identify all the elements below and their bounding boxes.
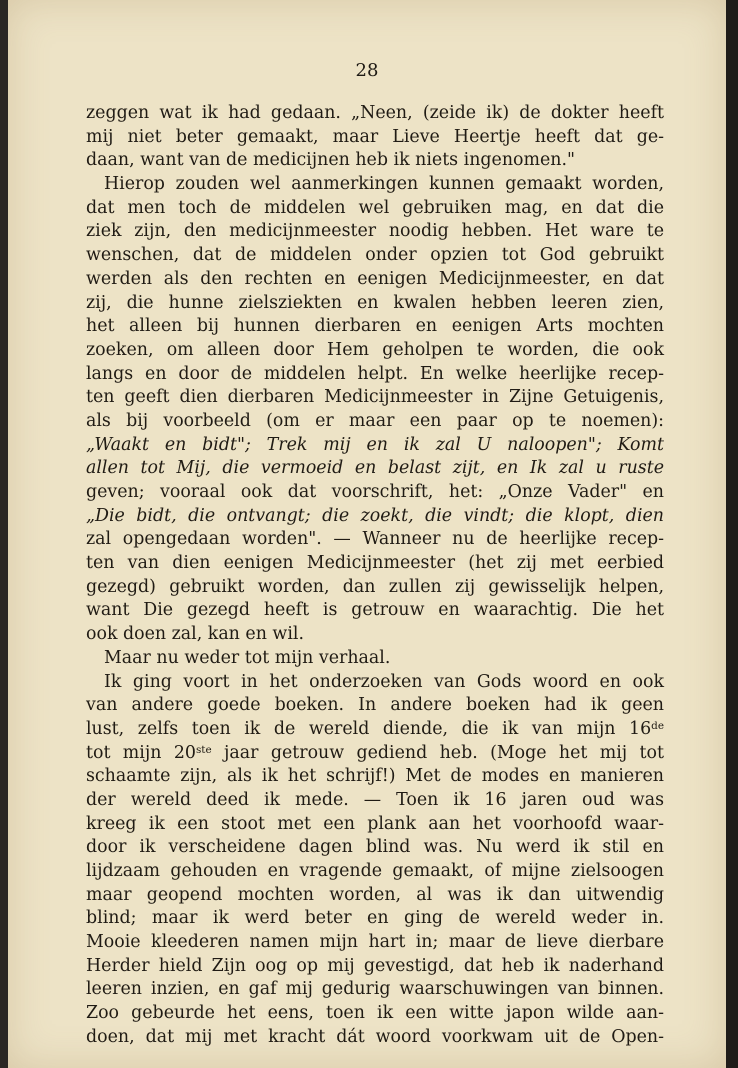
- text-line: daan, want van de medicijnen heb ik niets ingenomen.": [86, 150, 576, 171]
- text-line: kreeg ik een stoot met een plank aan het voorhoofd waar-: [86, 813, 664, 834]
- text-line: Herder hield Zijn oog op mij gevestigd, dat heb ik naderhand: [86, 955, 664, 976]
- text-line: blind; maar ik werd beter en ging de wereld weder in.: [86, 908, 664, 929]
- text-line: want Die gezegd heeft is getrouw en waarachtig. Die het: [86, 600, 664, 621]
- page-number: 28: [355, 60, 379, 81]
- text-line: tot mijn 20ste jaar getrouw gediend heb. (Moge het mij tot: [86, 742, 665, 763]
- text-line: zoeken, om alleen door Hem geholpen te worden, die ook: [86, 339, 664, 360]
- page-text: [86, 102, 664, 1050]
- text-line: zal opengedaan worden". — Wanneer nu de heerlijke recep-: [86, 529, 664, 550]
- text-line: ook doen zal, kan en wil.: [86, 624, 304, 645]
- text-line: lust, zelfs toen ik de wereld diende, die ik van mijn 16de: [86, 718, 664, 739]
- text-line: Maar nu weder tot mijn verhaal.: [104, 647, 391, 668]
- text-line: leeren inzien, en gaf mij gedurig waarschuwingen van binnen.: [86, 979, 664, 1000]
- book-page: [8, 0, 726, 1068]
- text-line: ten van dien eenigen Medicijnmeester (het zij met eerbied: [86, 553, 664, 574]
- text-line: dat men toch de middelen wel gebruiken mag, en dat die: [86, 197, 664, 218]
- text-line: Mooie kleederen namen mijn hart in; maar de lieve dierbare: [86, 932, 664, 953]
- text-line: „Waakt en bidt"; Trek mij en ik zal U naloopen"; Komt: [86, 434, 664, 455]
- text-line: ten geeft dien dierbaren Medicijnmeester in Zijne Getuigenis,: [86, 387, 664, 408]
- text-line: ziek zijn, den medicijnmeester noodig hebben. Het ware te: [86, 221, 664, 242]
- text-line: als bij voorbeeld (om er maar een paar op te noemen):: [86, 410, 664, 431]
- text-line: Zoo gebeurde het eens, toen ik een witte japon wilde aan-: [86, 1003, 664, 1024]
- text-line: doen, dat mij met kracht dát woord voorkwam uit de Open-: [86, 1026, 664, 1047]
- text-line: der wereld deed ik mede. — Toen ik 16 jaren oud was: [86, 789, 664, 810]
- text-line: werden als den rechten en eenigen Medicijnmeester, en dat: [86, 268, 664, 289]
- text-line: door ik verscheidene dagen blind was. Nu werd ik stil en: [86, 837, 664, 858]
- text-line: zeggen wat ik had gedaan. „Neen, (zeide ik) de dokter heeft: [86, 103, 664, 123]
- text-line: schaamte zijn, als ik het schrijf!) Met de modes en manieren: [86, 766, 664, 787]
- page-edge-shadow: [726, 0, 738, 1068]
- text-line: „Die bidt, die ontvangt; die zoekt, die vindt; die klopt, dien: [86, 505, 664, 526]
- text-line: wenschen, dat de middelen onder opzien tot God gebruikt: [86, 245, 664, 266]
- text-line: mij niet beter gemaakt, maar Lieve Heertje heeft dat ge-: [86, 126, 664, 147]
- text-line: van andere goede boeken. In andere boeken had ik geen: [86, 695, 664, 716]
- text-line: het alleen bij hunnen dierbaren en eenigen Arts mochten: [86, 316, 664, 337]
- text-line: allen tot Mij, die vermoeid en belast zijt, en Ik zal u ruste: [86, 458, 664, 479]
- text-line: maar geopend mochten worden, al was ik dan uitwendig: [86, 884, 664, 905]
- text-line: gezegd) gebruikt worden, dan zullen zij gewisselijk helpen,: [86, 576, 664, 597]
- text-line: lijdzaam gehouden en vragende gemaakt, of mijne zielsoogen: [86, 861, 664, 881]
- text-line: geven; vooraal ook dat voorschrift, het: „Onze Vader" en: [86, 482, 664, 502]
- text-line: Hierop zouden wel aanmerkingen kunnen gemaakt worden,: [104, 174, 664, 195]
- text-line: langs en door de middelen helpt. En welke heerlijke recep-: [86, 363, 664, 384]
- text-line: Ik ging voort in het onderzoeken van Gods woord en ook: [104, 671, 664, 692]
- text-line: zij, die hunne zielsziekten en kwalen hebben leeren zien,: [86, 292, 664, 313]
